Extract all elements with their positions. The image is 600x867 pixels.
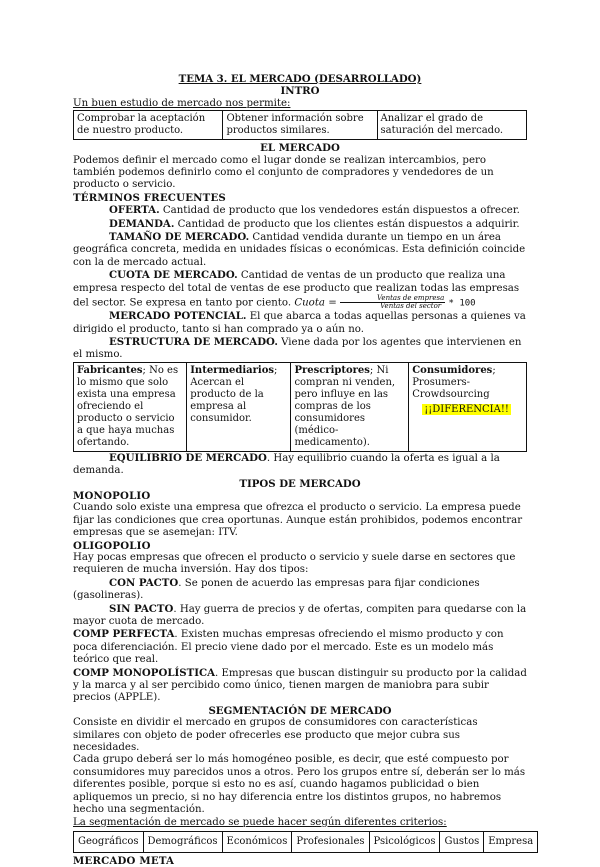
mercado-meta-heading: MERCADO META [73, 854, 175, 867]
cuota-formula-label: Cuota = [294, 297, 337, 309]
cuota-formula-multiplier: * 100 [448, 298, 476, 309]
perfecta-term: COMP PERFECTA [73, 628, 175, 641]
document-content [73, 73, 534, 867]
sinpacto-text: . Hay guerra de precios y de ofertas, compiten para quedarse con la mayor cuota de mercado. [73, 603, 527, 627]
intro-cell-2: Obtener información sobre productos similares. [223, 111, 377, 140]
estructura-paragraph [73, 336, 527, 362]
demanda-term: DEMANDA. [109, 217, 175, 230]
estructura-term: ESTRUCTURA DE MERCADO. [109, 335, 278, 348]
oligopolio-text: Hay pocas empresas que ofrecen el producto o servicio y suele darse en sectores que requieren de mucha inversión. Hay dos tipos: [73, 551, 516, 576]
tamano-text: Cantidad vendida durante un tiempo en un área geográfica concreta, medida en unidades físicas o económicas. Esta definición coincide con la de mercado actual. [73, 232, 526, 268]
criterios-table [73, 831, 538, 853]
agente-intermediarios-text: ; Acercan el producto de la empresa al consumidor. [190, 364, 278, 424]
agentes-table [73, 362, 527, 452]
diferencia-highlight: ¡¡DIFERENCIA!! [424, 403, 509, 415]
monopolistica-paragraph [73, 667, 527, 705]
criterio-profesionales: Profesionales [292, 831, 369, 852]
intro-cell-1: Comprobar la aceptación de nuestro producto. [74, 111, 223, 140]
oligopolio-heading: OLIGOPOLIO [73, 539, 151, 552]
agente-fabricantes [74, 362, 187, 451]
intro-lead [73, 98, 527, 110]
criterio-gustos: Gustos [440, 831, 484, 852]
criterios-row [74, 831, 538, 852]
oferta-paragraph [73, 204, 527, 217]
agente-fabricantes-term: Fabricantes [77, 364, 143, 376]
conpacto-term: CON PACTO [109, 576, 179, 589]
potencial-paragraph [73, 310, 527, 336]
terminos-heading: TÉRMINOS FRECUENTES [73, 191, 226, 204]
criterio-empresa: Empresa [484, 831, 538, 852]
sinpacto-paragraph [73, 603, 527, 629]
estructura-text: Viene dada por los agentes que intervienen en el mismo. [73, 336, 522, 361]
segmentacion-p1: Consiste en dividir el mercado en grupos de consumidores con características similares con objeto de poder ofrecerles ese producto que mejor cubra sus necesidades. [73, 717, 478, 754]
intro-table [73, 110, 527, 140]
perfecta-text: . Existen muchas empresas ofreciendo el mismo producto y con poca diferenciación. El precio viene dado por el mercado. Este es un modelo más teórico que real. [73, 629, 504, 666]
criterio-psicologicos: Psicológicos [369, 831, 440, 852]
monopolistica-text: . Empresas que buscan distinguir su producto por la calidad y la marca y al ser percibido como único, tienen margen de maniobra para subir precios (APPLE). [73, 667, 527, 704]
intro-heading: INTRO [280, 85, 320, 98]
agente-consumidores-text: ; Prosumers-Crowdsourcing [412, 364, 496, 400]
potencial-term: MERCADO POTENCIAL. [109, 310, 247, 323]
demanda-paragraph [73, 218, 527, 231]
cuota-term: CUOTA DE MERCADO. [109, 269, 238, 282]
agente-intermediarios-term: Intermediarios [190, 364, 275, 376]
intro-table-row [74, 111, 527, 140]
agente-prescriptores-text: ; Ni compran ni venden, pero influye en las compras de los consumidores (médico-medicamento). [294, 364, 396, 448]
agente-prescriptores [291, 362, 409, 451]
agente-consumidores-term: Consumidores [412, 364, 493, 376]
agente-consumidores [409, 362, 527, 451]
cuota-formula-numerator: Ventas de empresa [340, 295, 445, 303]
agente-prescriptores-term: Prescriptores [294, 364, 370, 376]
perfecta-paragraph [73, 628, 527, 666]
criterios-lead [73, 817, 527, 829]
document-title [73, 73, 527, 85]
intro-lead-text: Un buen estudio de mercado nos permite: [73, 97, 291, 109]
mercado-heading: EL MERCADO [260, 142, 340, 155]
criterio-geograficos: Geográficos [74, 831, 144, 852]
diferencia-wrapper [412, 404, 523, 416]
cuota-formula-fraction [340, 295, 445, 310]
monopolio-text: Cuando solo existe una empresa que ofrezca el producto o servicio. La empresa puede fijar las condiciones que crea oportunas. Aunque están prohibidos, podemos encontrar empresas que se asemejan: ITV. [73, 502, 523, 539]
conpacto-text: . Se ponen de acuerdo las empresas para fijar condiciones (gasolineras). [73, 577, 480, 602]
monopolistica-term: COMP MONOPOLÍSTICA [73, 666, 215, 679]
cuota-formula-denominator: Ventas del sector [380, 302, 442, 311]
cuota-text: Cantidad de ventas de un producto que realiza una empresa respecto del total de ventas de ese producto que realizan todas las empresas del sector. Se expresa en tanto por ciento. [73, 270, 520, 309]
monopolio-heading: MONOPOLIO [73, 489, 151, 502]
title-text: TEMA 3. EL MERCADO (DESARROLLADO) [178, 73, 422, 85]
criterio-demograficos: Demográficos [143, 831, 222, 852]
segmentacion-heading: SEGMENTACIÓN DE MERCADO [208, 704, 392, 717]
segmentacion-p2: Cada grupo deberá ser lo más homogéneo posible, es decir, que esté compuesto por consumidores muy parecidos unos a otros. Pero los grupos entre sí, deberán ser lo más diferentes posible, porque si esto no es así, cuando hagamos publicidad o bien apliquemos un precio, si no hay diferencia entre los distintos grupos, no habremos hecho una segmentación. [73, 754, 526, 816]
mercado-definition: Podemos definir el mercado como el lugar donde se realizan intercambios, pero también podemos definirlo como el conjunto de compradores y vendedores de un producto o servicio. [73, 154, 494, 191]
oferta-text: Cantidad de producto que los vendedores están dispuestos a ofrecer. [159, 205, 520, 217]
equilibrio-paragraph [73, 452, 527, 478]
oferta-term: OFERTA. [109, 204, 160, 217]
potencial-text: El que abarca a todas aquellas personas a quienes va dirigido el producto, tanto si han comprado ya o aún no. [73, 311, 526, 335]
cuota-paragraph [73, 269, 527, 310]
tamano-paragraph [73, 231, 527, 269]
agentes-row [74, 362, 527, 451]
demanda-text: Cantidad de producto que los clientes están dispuestos a adquirir. [174, 218, 520, 230]
equilibrio-text: . Hay equilibrio cuando la oferta es igual a la demanda. [73, 452, 500, 477]
agente-fabricantes-text: ; No es lo mismo que solo exista una empresa ofreciendo el producto o servicio a que haya muchas ofertando. [77, 364, 179, 448]
tipos-heading: TIPOS DE MERCADO [239, 477, 361, 490]
sinpacto-term: SIN PACTO [109, 602, 174, 615]
conpacto-paragraph [73, 577, 527, 603]
criterio-economicos: Económicos [222, 831, 292, 852]
criterios-lead-text: La segmentación de mercado se puede hacer según diferentes criterios: [73, 816, 447, 828]
intro-cell-3: Analizar el grado de saturación del mercado. [377, 111, 527, 140]
agente-intermediarios [187, 362, 291, 451]
tamano-term: TAMAÑO DE MERCADO. [109, 231, 250, 244]
equilibrio-term: EQUILIBRIO DE MERCADO [109, 451, 267, 464]
